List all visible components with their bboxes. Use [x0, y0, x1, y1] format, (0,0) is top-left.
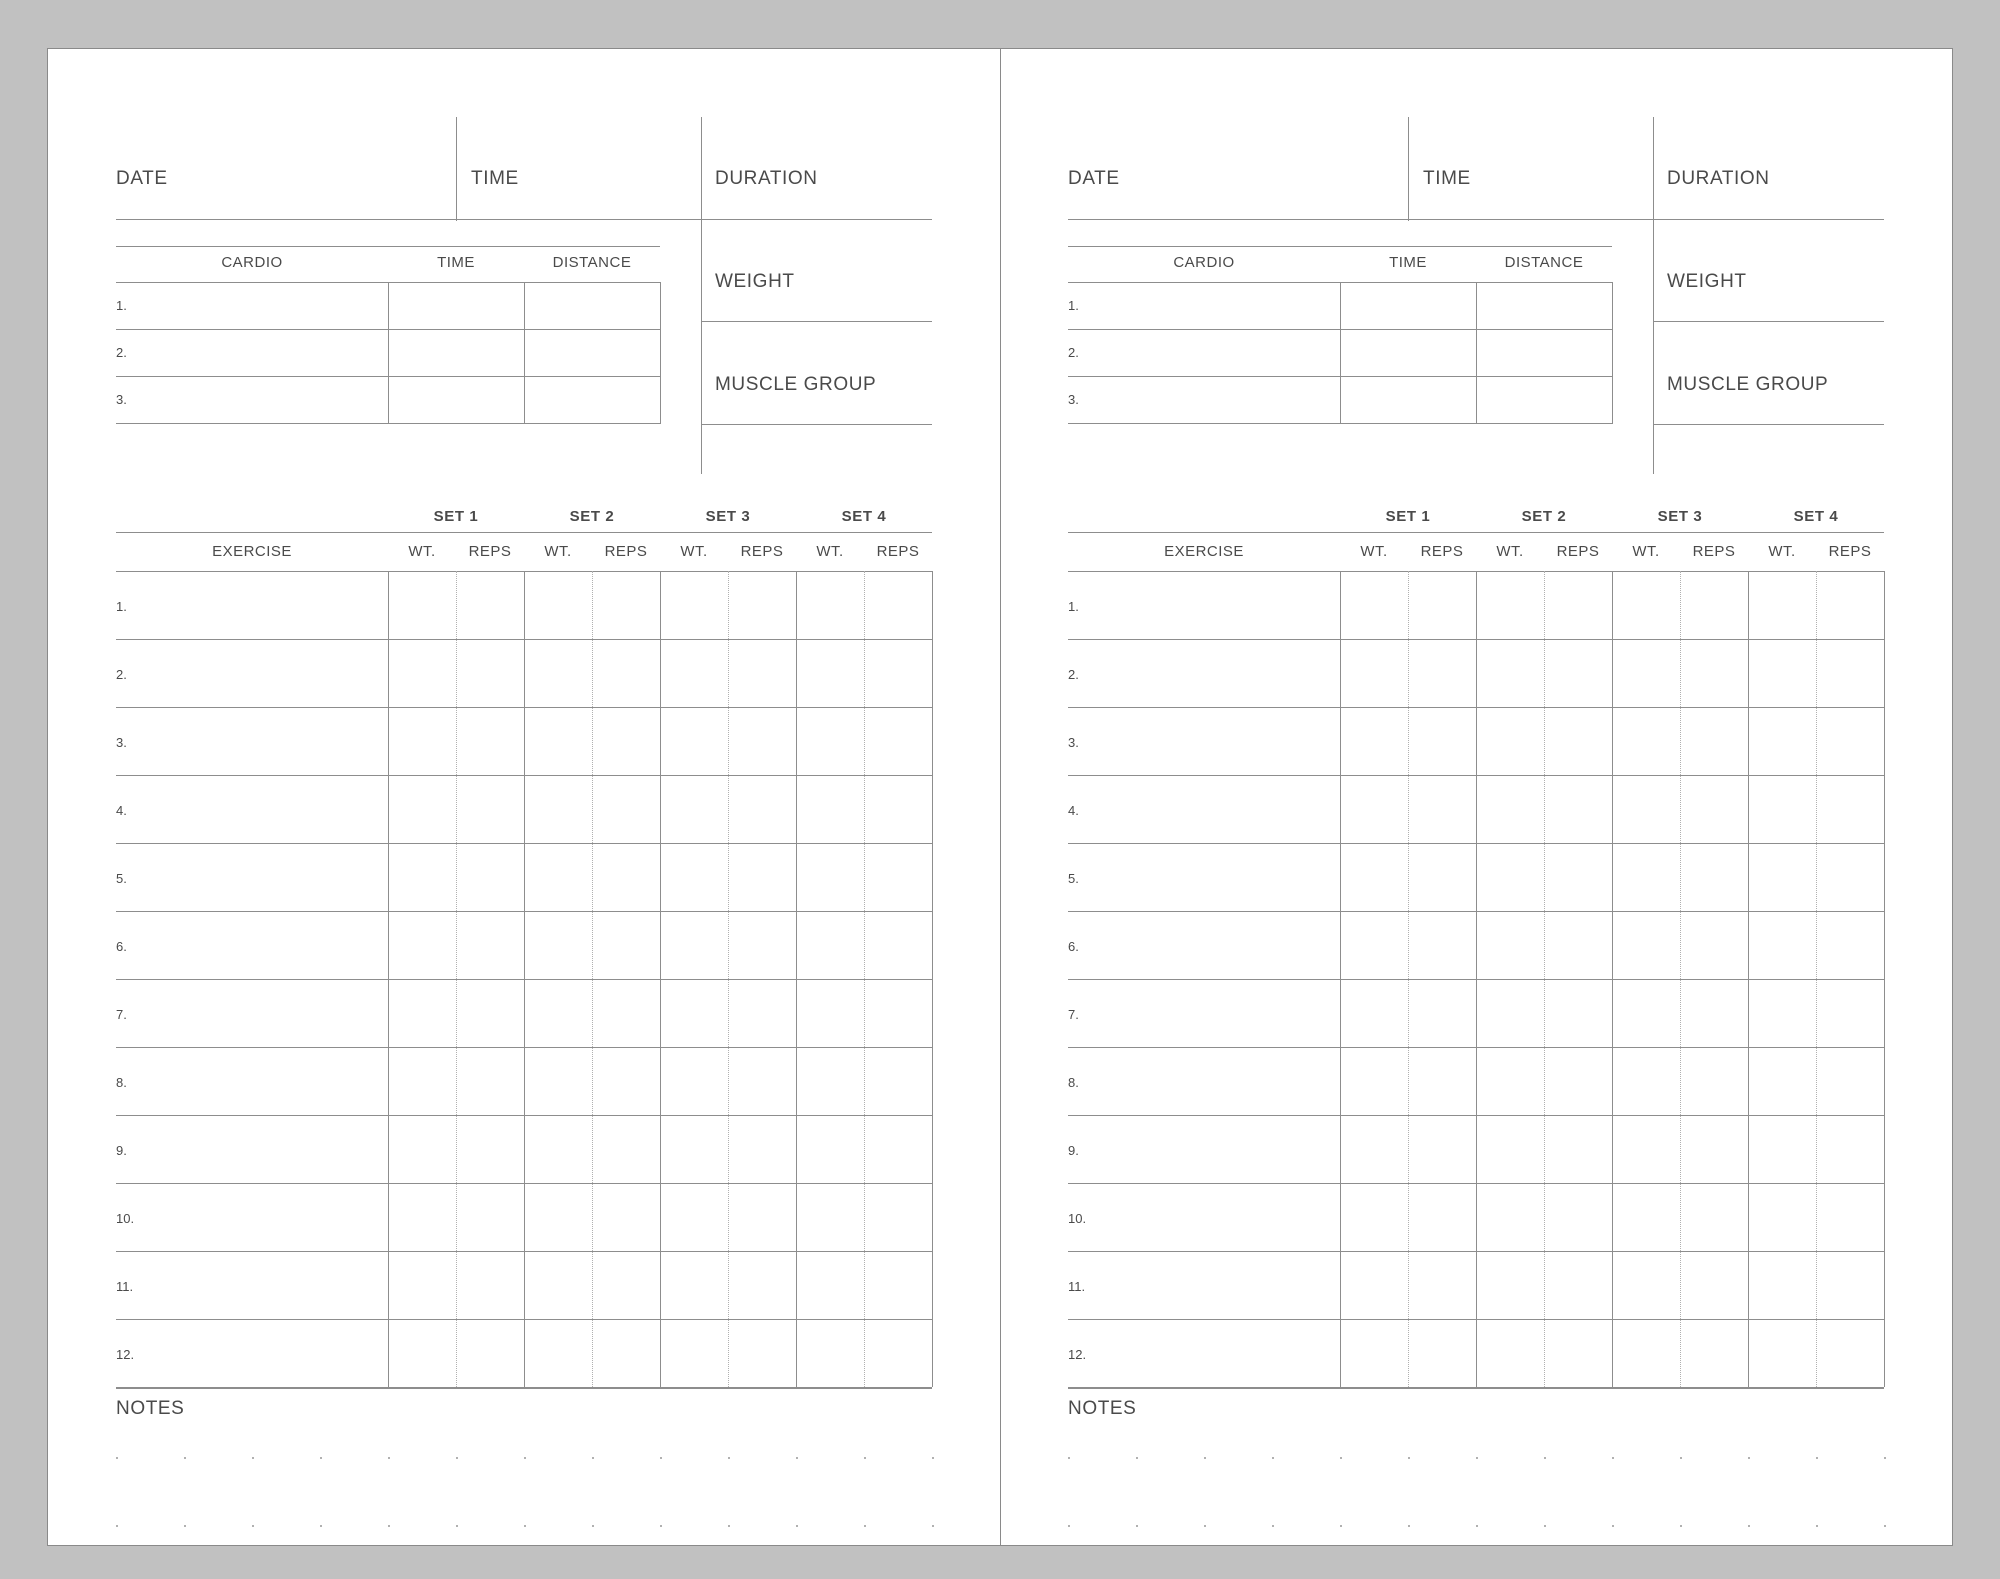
exercise-row[interactable]	[1068, 843, 1884, 911]
exercise-row-number: 3.	[116, 735, 127, 750]
set-1-header: SET 1	[1385, 508, 1431, 525]
exercise-row-number: 4.	[1068, 803, 1079, 818]
exercise-row-number: 8.	[116, 1075, 127, 1090]
exercise-top-rule	[116, 532, 932, 533]
exercise-row[interactable]	[1068, 639, 1884, 707]
exercise-row[interactable]	[116, 571, 932, 639]
exercise-row[interactable]	[116, 1115, 932, 1183]
weight-field-line[interactable]	[701, 321, 932, 322]
date-field-line[interactable]	[116, 219, 932, 220]
exercise-row-number: 5.	[116, 871, 127, 886]
exercise-row-number: 8.	[1068, 1075, 1079, 1090]
exercise-row-number: 10.	[116, 1211, 135, 1226]
exercise-row[interactable]	[116, 775, 932, 843]
exercise-row-number: 12.	[1068, 1347, 1087, 1362]
set-4-header: SET 4	[841, 508, 887, 525]
reps-col-header: REPS	[1828, 543, 1872, 560]
exercise-row[interactable]	[1068, 571, 1884, 639]
wt-col-header: WT.	[680, 543, 708, 560]
set-col-line	[1884, 571, 1885, 1387]
cardio-row[interactable]	[116, 376, 660, 423]
date-field-line[interactable]	[1068, 219, 1884, 220]
exercise-row[interactable]	[1068, 1251, 1884, 1319]
exercise-row-number: 1.	[116, 599, 127, 614]
cardio-row[interactable]	[1068, 282, 1612, 329]
set-1-header: SET 1	[433, 508, 479, 525]
exercise-row-number: 9.	[116, 1143, 127, 1158]
duration-divider	[701, 117, 702, 474]
right-page	[1000, 49, 1952, 1547]
set-3-header: SET 3	[705, 508, 751, 525]
exercise-row-number: 2.	[116, 667, 127, 682]
exercise-row-number: 10.	[1068, 1211, 1087, 1226]
exercise-row-number: 7.	[1068, 1007, 1079, 1022]
exercise-row-line	[1068, 1387, 1884, 1389]
muscle-group-field-line[interactable]	[1653, 424, 1884, 425]
cardio-time-col-header: TIME	[1389, 254, 1427, 271]
reps-col-header: REPS	[604, 543, 648, 560]
cardio-row[interactable]	[116, 329, 660, 376]
exercise-row[interactable]	[116, 1047, 932, 1115]
cardio-col-line	[1612, 282, 1613, 424]
wt-col-header: WT.	[1768, 543, 1796, 560]
wt-col-header: WT.	[1496, 543, 1524, 560]
exercise-row[interactable]	[1068, 1047, 1884, 1115]
set-4-header: SET 4	[1793, 508, 1839, 525]
cardio-row-number: 2.	[116, 345, 127, 360]
exercise-row-number: 11.	[1068, 1279, 1086, 1294]
set-col-line	[932, 571, 933, 1387]
cardio-distance-col-header: DISTANCE	[552, 254, 632, 271]
cardio-top-rule	[1068, 246, 1612, 247]
time-label: TIME	[1423, 168, 1471, 189]
exercise-row[interactable]	[116, 979, 932, 1047]
notes-label: NOTES	[1068, 1398, 1137, 1419]
exercise-row-number: 1.	[1068, 599, 1079, 614]
wt-col-header: WT.	[816, 543, 844, 560]
exercise-row[interactable]	[116, 1251, 932, 1319]
exercise-top-rule	[1068, 532, 1884, 533]
exercise-row-number: 12.	[116, 1347, 135, 1362]
set-2-header: SET 2	[569, 508, 615, 525]
cardio-row-number: 1.	[116, 298, 127, 313]
notes-line[interactable]	[1068, 1427, 1884, 1463]
exercise-row-number: 6.	[116, 939, 127, 954]
cardio-row-number: 3.	[116, 392, 127, 407]
weight-field-line[interactable]	[1653, 321, 1884, 322]
exercise-col-header: EXERCISE	[212, 543, 292, 560]
exercise-row[interactable]	[116, 639, 932, 707]
notes-dot	[1884, 1457, 1886, 1459]
wt-col-header: WT.	[544, 543, 572, 560]
exercise-row-number: 2.	[1068, 667, 1079, 682]
notes-label: NOTES	[116, 1398, 185, 1419]
exercise-row-number: 9.	[1068, 1143, 1079, 1158]
cardio-distance-col-header: DISTANCE	[1504, 254, 1584, 271]
cardio-row[interactable]	[1068, 376, 1612, 423]
exercise-row-number: 7.	[116, 1007, 127, 1022]
notes-dot	[932, 1457, 934, 1459]
set-3-header: SET 3	[1657, 508, 1703, 525]
cardio-row-number: 2.	[1068, 345, 1079, 360]
exercise-row-number: 5.	[1068, 871, 1079, 886]
exercise-row-number: 4.	[116, 803, 127, 818]
cardio-top-rule	[116, 246, 660, 247]
cardio-col-header: CARDIO	[221, 254, 283, 271]
notes-line[interactable]	[116, 1495, 932, 1531]
exercise-row[interactable]	[116, 843, 932, 911]
exercise-col-header: EXERCISE	[1164, 543, 1244, 560]
cardio-row[interactable]	[116, 282, 660, 329]
exercise-row[interactable]	[1068, 775, 1884, 843]
weight-label: WEIGHT	[1667, 271, 1747, 292]
date-label: DATE	[116, 168, 168, 189]
duration-divider	[1653, 117, 1654, 474]
exercise-row[interactable]	[1068, 1115, 1884, 1183]
exercise-row[interactable]	[116, 707, 932, 775]
notes-line[interactable]	[1068, 1495, 1884, 1531]
exercise-row[interactable]	[116, 911, 932, 979]
notes-dot	[932, 1525, 934, 1527]
muscle-group-label: MUSCLE GROUP	[1667, 374, 1829, 395]
exercise-row[interactable]	[1068, 911, 1884, 979]
exercise-row[interactable]	[116, 1183, 932, 1251]
exercise-row[interactable]	[1068, 1319, 1884, 1387]
reps-col-header: REPS	[1556, 543, 1600, 560]
exercise-row[interactable]	[1068, 1183, 1884, 1251]
exercise-row[interactable]	[1068, 979, 1884, 1047]
exercise-row-line	[116, 1387, 932, 1389]
muscle-group-field-line[interactable]	[701, 424, 932, 425]
cardio-time-col-header: TIME	[437, 254, 475, 271]
cardio-col-line	[660, 282, 661, 424]
weight-label: WEIGHT	[715, 271, 795, 292]
cardio-col-header: CARDIO	[1173, 254, 1235, 271]
exercise-row-number: 11.	[116, 1279, 134, 1294]
exercise-row-number: 6.	[1068, 939, 1079, 954]
reps-col-header: REPS	[1692, 543, 1736, 560]
cardio-row[interactable]	[1068, 329, 1612, 376]
set-2-header: SET 2	[1521, 508, 1567, 525]
date-time-divider	[1408, 117, 1409, 221]
workout-log-spread	[47, 48, 1953, 1546]
notes-dot	[1884, 1525, 1886, 1527]
notes-line[interactable]	[116, 1427, 932, 1463]
cardio-row-number: 3.	[1068, 392, 1079, 407]
date-label: DATE	[1068, 168, 1120, 189]
left-page	[48, 49, 1000, 1547]
reps-col-header: REPS	[1420, 543, 1464, 560]
muscle-group-label: MUSCLE GROUP	[715, 374, 877, 395]
wt-col-header: WT.	[1360, 543, 1388, 560]
exercise-row[interactable]	[1068, 707, 1884, 775]
wt-col-header: WT.	[1632, 543, 1660, 560]
date-time-divider	[456, 117, 457, 221]
exercise-row[interactable]	[116, 1319, 932, 1387]
time-label: TIME	[471, 168, 519, 189]
exercise-row-number: 3.	[1068, 735, 1079, 750]
wt-col-header: WT.	[408, 543, 436, 560]
cardio-row-number: 1.	[1068, 298, 1079, 313]
reps-col-header: REPS	[468, 543, 512, 560]
reps-col-header: REPS	[876, 543, 920, 560]
duration-label: DURATION	[715, 168, 818, 189]
reps-col-header: REPS	[740, 543, 784, 560]
duration-label: DURATION	[1667, 168, 1770, 189]
